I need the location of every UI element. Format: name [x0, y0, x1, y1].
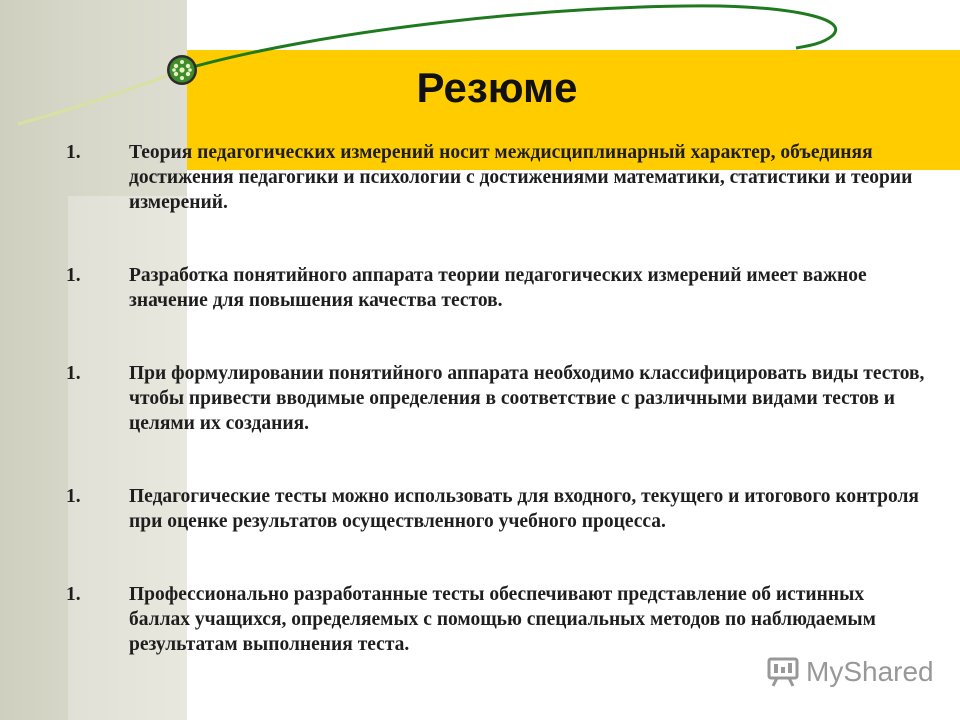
list-item-text: Профессионально разработанные тесты обеспечивают представление об истинных баллах учащихся, определяемых с помощью специальных методов по наблюдаемым результатам выполнения теста.	[129, 584, 876, 655]
list-item-number: 1.	[66, 584, 81, 605]
list-item-number: 1.	[66, 265, 81, 286]
list-item-text: Теория педагогических измерений носит междисциплинарный характер, объединяя достижения педагогики и психологии с достижениями математики, статистики и теории измерений.	[129, 142, 913, 213]
list-item-number: 1.	[66, 486, 81, 507]
slide-title: Резюме	[416, 64, 578, 111]
summary-list	[66, 140, 946, 657]
list-item-number: 1.	[66, 142, 81, 163]
list-item	[66, 361, 946, 436]
list-item	[66, 484, 946, 534]
list-item	[66, 263, 946, 313]
list-item	[66, 582, 946, 657]
watermark	[766, 655, 934, 689]
watermark-text: MyShared	[806, 656, 934, 687]
list-item	[66, 140, 946, 215]
list-item-text: При формулировании понятийного аппарата необходимо классифицировать виды тестов, чтобы привести вводимые определения в соответствие с различными видами тестов и целями их создания.	[129, 363, 925, 434]
presentation-board-icon	[766, 655, 800, 689]
list-item-text: Разработка понятийного аппарата теории педагогических измерений имеет важное значение для повышения качества тестов.	[129, 265, 867, 311]
list-item-number: 1.	[66, 363, 81, 384]
list-item-text: Педагогические тесты можно использовать для входного, текущего и итогового контроля при оценке результатов осуществленного учебного процесса.	[129, 486, 919, 532]
